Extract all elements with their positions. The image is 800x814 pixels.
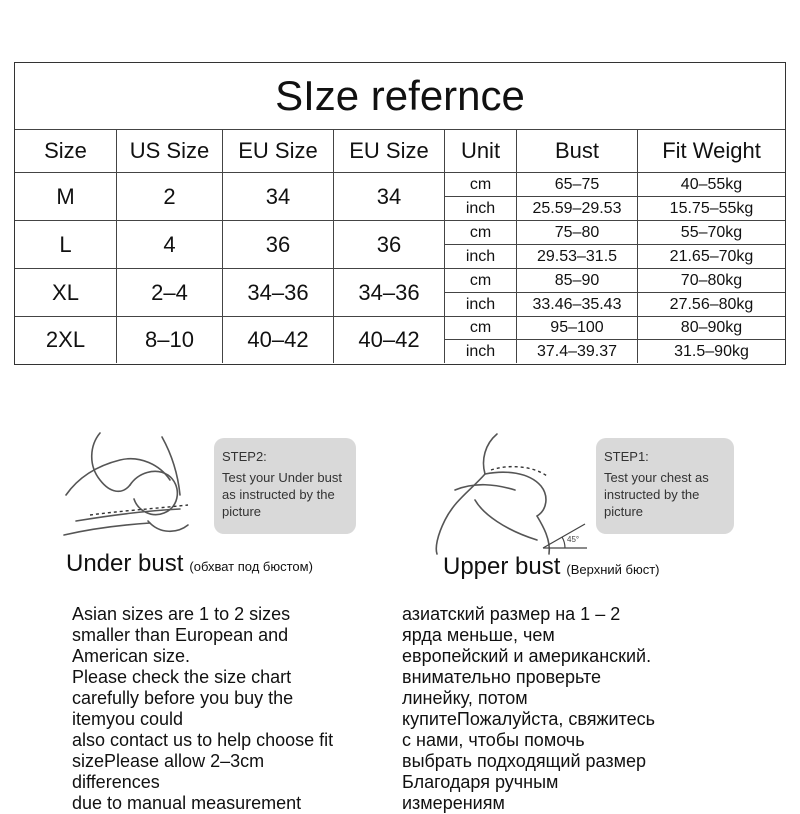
table-row-unit-cm: cm [445, 269, 517, 293]
table-row-eu: 40–42 [223, 317, 334, 363]
notes-russian: азиатский размер на 1 – 2 ярда меньше, чем европейский и американский. внимательно проверьте линейку, потом купитеПожалуйста, свяжитесь с нами, чтобы помочь выбрать подходящий размер Благодаря ручным измерениям [402, 604, 655, 813]
table-row-eu: 36 [223, 221, 334, 269]
table-row-weight-cm: 40–55kg [638, 173, 785, 197]
table-row-bust-inch: 33.46–35.43 [517, 293, 638, 317]
table-row-bust-cm: 85–90 [517, 269, 638, 293]
step2-card [214, 438, 356, 534]
table-row-bust-cm: 75–80 [517, 221, 638, 245]
header-eu-size: EU Size [223, 129, 334, 173]
table-row-bust-cm: 65–75 [517, 173, 638, 197]
table-row-us: 4 [117, 221, 223, 269]
table-row-weight-cm: 55–70kg [638, 221, 785, 245]
table-row-size: XL [15, 269, 117, 317]
table-row-eu-2: 36 [334, 221, 445, 269]
header-us-size: US Size [117, 129, 223, 173]
upper-bust-label-ru: (Верхний бюст) [566, 562, 660, 577]
table-row-eu-2: 34 [334, 173, 445, 221]
table-row-size: M [15, 173, 117, 221]
upper-bust-caption [443, 553, 660, 581]
table-row-eu-2: 40–42 [334, 317, 445, 363]
table-row-weight-cm: 70–80kg [638, 269, 785, 293]
table-title: SIze refernce [15, 63, 785, 130]
step1-text: Test your chest as instructed by the picture [604, 470, 709, 519]
table-row-weight-inch: 21.65–70kg [638, 245, 785, 269]
header-size: Size [15, 129, 117, 173]
table-row-unit-inch: inch [445, 245, 517, 269]
under-bust-figure-icon [60, 425, 210, 555]
table-row-bust-inch: 37.4–39.37 [517, 340, 638, 363]
table-row-bust-inch: 25.59–29.53 [517, 197, 638, 221]
step2-title: STEP2: [222, 449, 267, 464]
under-bust-label: Under bust [66, 550, 184, 577]
step2-text: Test your Under bust as instructed by the picture [222, 470, 342, 519]
angle-label: 45° [567, 535, 580, 544]
table-row-us: 8–10 [117, 317, 223, 363]
table-row-unit-cm: cm [445, 221, 517, 245]
header-unit: Unit [445, 129, 517, 173]
table-row-unit-inch: inch [445, 340, 517, 363]
under-bust-label-ru: (обхват под бюстом) [189, 559, 313, 574]
table-row-size: 2XL [15, 317, 117, 363]
table-row-eu-2: 34–36 [334, 269, 445, 317]
table-row-unit-inch: inch [445, 197, 517, 221]
notes-english: Asian sizes are 1 to 2 sizes smaller than European and American size. Please check the size chart carefully before you buy the itemyou could also contact us to help choose fit sizePlease allow 2–3cm differences due to manual measurement [72, 604, 334, 813]
header-bust: Bust [517, 129, 638, 173]
table-row-bust-cm: 95–100 [517, 317, 638, 340]
table-row-weight-cm: 80–90kg [638, 317, 785, 340]
step1-card [596, 438, 734, 534]
header-eu-size-2: EU Size [334, 129, 445, 173]
table-row-weight-inch: 27.56–80kg [638, 293, 785, 317]
table-row-us: 2–4 [117, 269, 223, 317]
table-row-bust-inch: 29.53–31.5 [517, 245, 638, 269]
table-row-eu: 34–36 [223, 269, 334, 317]
table-row-unit-cm: cm [445, 173, 517, 197]
header-fit-weight: Fit Weight [638, 129, 785, 173]
table-row-unit-inch: inch [445, 293, 517, 317]
size-table [14, 62, 786, 365]
table-row-eu: 34 [223, 173, 334, 221]
table-row-size: L [15, 221, 117, 269]
upper-bust-figure-icon [425, 430, 595, 555]
table-row-us: 2 [117, 173, 223, 221]
step1-title: STEP1: [604, 449, 649, 464]
table-row-weight-inch: 15.75–55kg [638, 197, 785, 221]
table-row-weight-inch: 31.5–90kg [674, 342, 749, 360]
upper-bust-label: Upper bust [443, 553, 561, 580]
under-bust-caption [66, 550, 313, 578]
table-row-unit-cm: cm [445, 317, 517, 340]
